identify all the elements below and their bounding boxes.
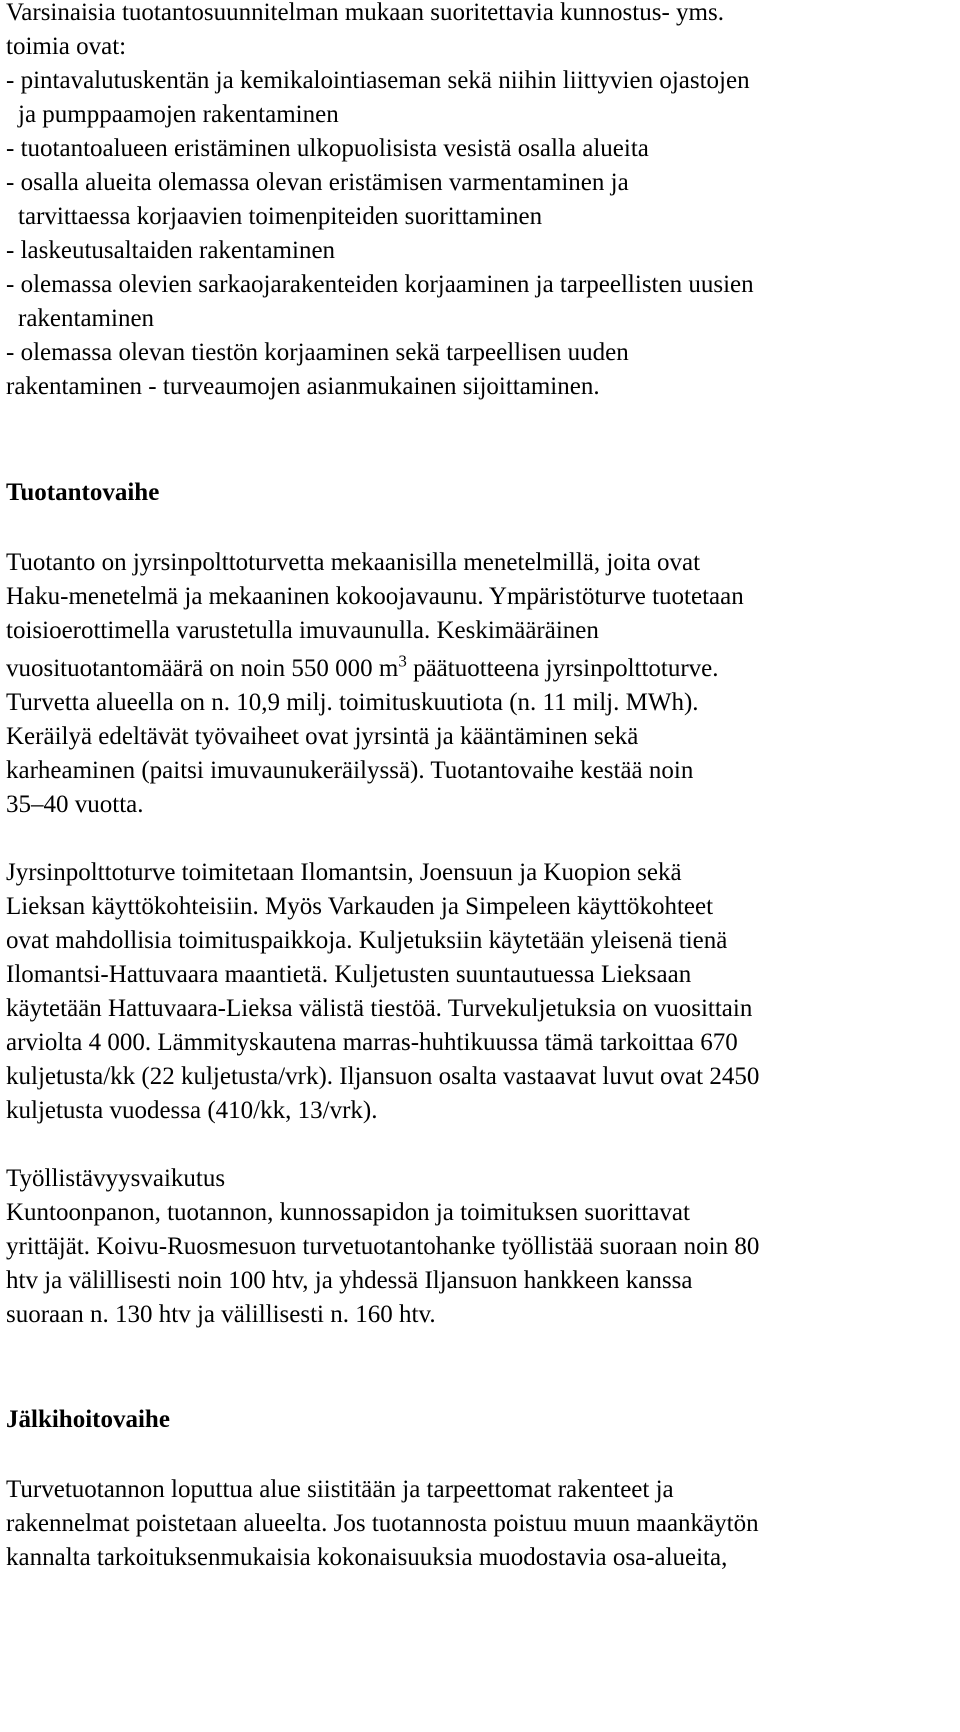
intro-line: toimia ovat: [6,33,127,60]
paragraph-line [6,651,719,684]
intro-line: - olemassa olevan tiestön korjaaminen sekä tarpeellisen uuden [6,339,629,366]
paragraph-line: toisioerottimella varustetulla imuvaunulla. Keskimääräinen [6,617,599,644]
paragraph-line: käytetään Hattuvaara-Lieksa välistä tiestöä. Turvekuljetuksia on vuosittain [6,995,753,1022]
intro-line: - laskeutusaltaiden rakentaminen [6,237,336,264]
paragraph-line: kuljetusta vuodessa (410/kk, 13/vrk). [6,1097,378,1124]
paragraph-line: Tuotanto on jyrsinpolttoturvetta mekaanisilla menetelmillä, joita ovat [6,549,701,576]
intro-line: tarvittaessa korjaavien toimenpiteiden suorittaminen [18,203,543,230]
paragraph-line: suoraan n. 130 htv ja välillisesti n. 160 htv. [6,1301,436,1328]
paragraph-text: vuosituotantomäärä on noin 550 000 m [6,655,399,682]
paragraph-line: Turvetuotannon loputtua alue siistitään ja tarpeettomat rakenteet ja [6,1476,674,1503]
intro-line: ja pumppaamojen rakentaminen [18,101,339,128]
paragraph-line: kannalta tarkoituksenmukaisia kokonaisuuksia muodostavia osa-alueita, [6,1544,728,1571]
intro-line: Varsinaisia tuotantosuunnitelman mukaan suoritettavia kunnostus- yms. [6,0,724,26]
paragraph-line: Lieksan käyttökohteisiin. Myös Varkauden ja Simpeleen käyttökohteet [6,893,714,920]
intro-line: - olemassa olevien sarkaojarakenteiden korjaaminen ja tarpeellisten uusien [6,271,754,298]
paragraph-line: Jyrsinpolttoturve toimitetaan Ilomantsin, Joensuun ja Kuopion sekä [6,859,682,886]
paragraph-line: arviolta 4 000. Lämmityskautena marras-huhtikuussa tämä tarkoittaa 670 [6,1029,738,1056]
intro-line: rakentaminen [18,305,155,332]
paragraph-line: ovat mahdollisia toimituspaikkoja. Kuljetuksiin käytetään yleisenä tienä [6,927,728,954]
intro-line: - tuotantoalueen eristäminen ulkopuolisista vesistä osalla alueita [6,135,649,162]
paragraph-line: Turvetta alueella on n. 10,9 milj. toimituskuutiota (n. 11 milj. MWh). [6,689,699,716]
section-heading: Työllistävyysvaikutus [6,1165,226,1192]
paragraph-line: Ilomantsi-Hattuvaara maantietä. Kuljetusten suuntautuessa Lieksaan [6,961,692,988]
paragraph-line: Kuntoonpanon, tuotannon, kunnossapidon ja toimituksen suorittavat [6,1199,690,1226]
paragraph-line: kuljetusta/kk (22 kuljetusta/vrk). Iljansuon osalta vastaavat luvut ovat 2450 [6,1063,760,1090]
intro-line: - pintavalutuskentän ja kemikalointiaseman sekä niihin liittyvien ojastojen [6,67,750,94]
intro-line: - osalla alueita olemassa olevan eristämisen varmentaminen ja [6,169,629,196]
paragraph-line: Keräilyä edeltävät työvaiheet ovat jyrsintä ja kääntäminen sekä [6,723,639,750]
section-heading: Tuotantovaihe [6,479,160,506]
paragraph-line: Haku-menetelmä ja mekaaninen kokoojavaunu. Ympäristöturve tuotetaan [6,583,744,610]
paragraph-line: 35–40 vuotta. [6,791,144,818]
paragraph-line: yrittäjät. Koivu-Ruosmesuon turvetuotantohanke työllistää suoraan noin 80 [6,1233,760,1260]
paragraph-text: päätuotteena jyrsinpolttoturve. [406,655,719,682]
section-heading: Jälkihoitovaihe [6,1406,170,1433]
paragraph-line: karheaminen (paitsi imuvaunukeräilyssä). Tuotantovaihe kestää noin [6,757,694,784]
paragraph-line: rakennelmat poistetaan alueelta. Jos tuotannosta poistuu muun maankäytön [6,1510,759,1537]
intro-line: rakentaminen - turveaumojen asianmukainen sijoittaminen. [6,373,600,400]
paragraph-line: htv ja välillisesti noin 100 htv, ja yhdessä Iljansuon hankkeen kanssa [6,1267,693,1294]
superscript: 3 [398,651,407,671]
